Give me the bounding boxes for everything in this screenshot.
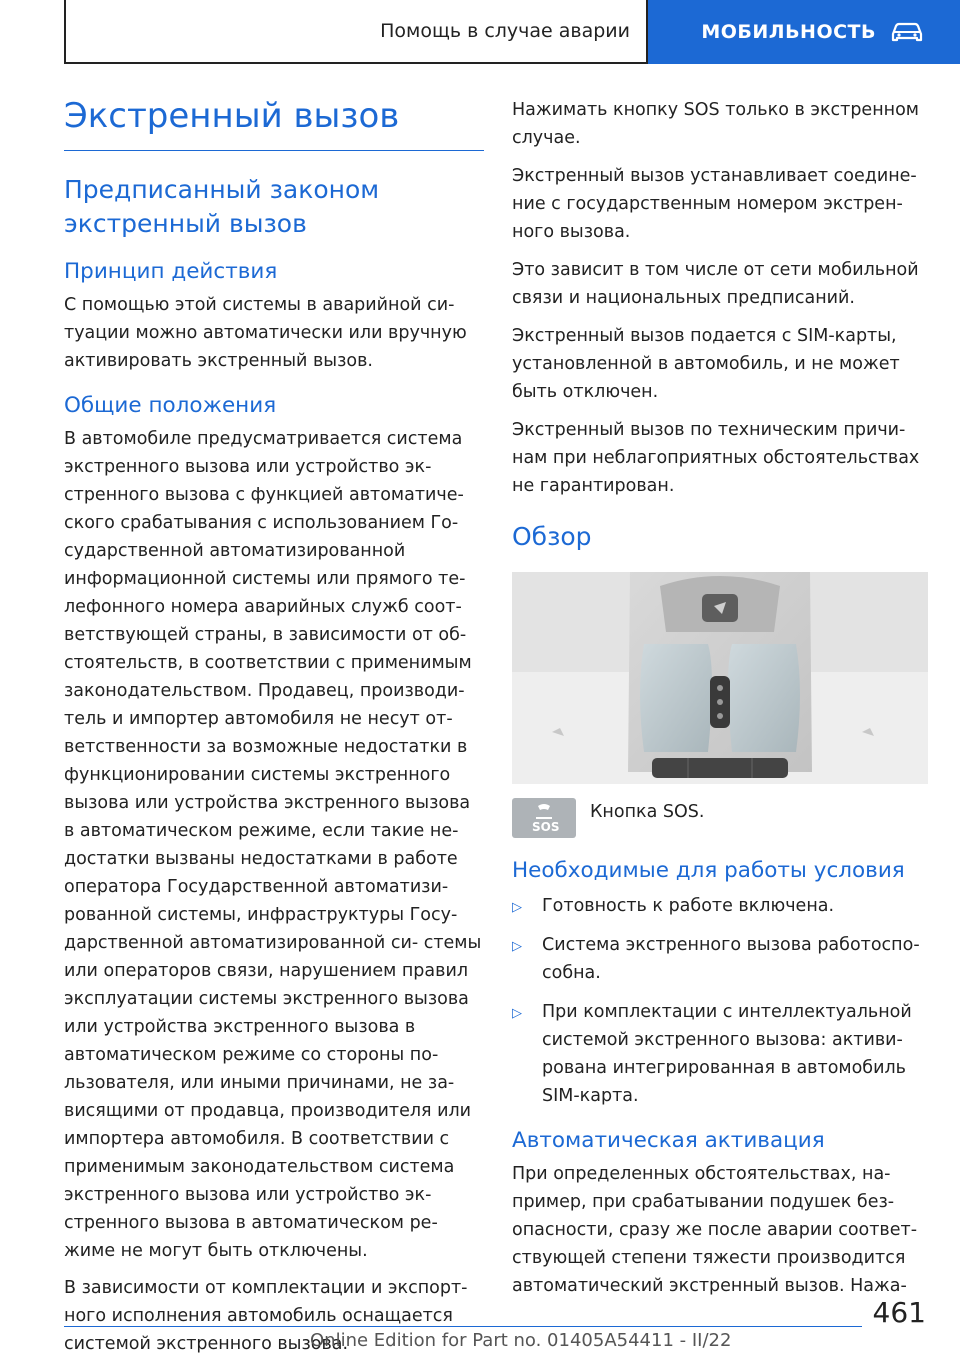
conditions-list <box>512 892 928 1110</box>
page-header <box>64 0 960 64</box>
edition-label: Online Edition for Part no. 01405A54411 - II/22 <box>310 1330 732 1351</box>
chapter-title: МОБИЛЬНОСТЬ <box>701 21 876 43</box>
sos-legend <box>512 798 928 838</box>
auto-activation-text: При определенных обстоятельствах, на- пример, при срабатывании подушек без- опасности, сразу же после аварии соответ- ствующей степени тяжести производится автоматический экстренный вызов. Нажа- <box>512 1164 918 1296</box>
connection-text: Экстренный вызов устанавливает соедине- ние с государственным номером экстрен- ного вызова. <box>512 166 917 242</box>
list-item: ▷ Система экстренного вызова работоспо- собна. <box>512 935 920 983</box>
sim-card-text: Экстренный вызов подается с SIM-карты, установленной в автомобиль, и не может быть отключен. <box>512 326 900 402</box>
right-column <box>512 96 928 1310</box>
list-item: ▷ Готовность к работе включена. <box>512 892 928 920</box>
network-dependency-text: Это зависит в том числе от сети мобильной связи и национальных предписаний. <box>512 260 919 308</box>
heading-auto-activation: Автоматическая активация <box>512 1128 825 1153</box>
left-column <box>64 96 484 1367</box>
page-title: Экстренный вызов <box>64 96 484 151</box>
overhead-console-illustration <box>512 572 928 784</box>
list-item: ▷ При комплектации с интеллектуальной системой экстренного вызова: активи- рована интегрированная в автомобиль SIM-карта. <box>512 1002 912 1106</box>
not-guaranteed-text: Экстренный вызов по техническим причи- нам при неблагоприятных обстоятельствах не гарантирован. <box>512 420 920 496</box>
triangle-bullet-icon: ▷ <box>512 939 522 954</box>
general-text-1: В автомобиле предусматривается система экстренного вызова или устройство эк- стренного вызова с функцией автоматиче- ского срабатывания с использованием Го- сударственной автоматизированной информационной системы или прямого те- лефонного номера аварийных служб соот- ветствующей страны, в зависимости от об- стоятельств, в соответствии с применимым законодательством. Продавец, производи- тель и импортер автомобиля не несут от- ветственности за возможные недостатки в функционировании системы экстренного вызова или устройства экстренного вызова в автоматическом режиме, если такие не- достатки вызваны недостатками в работе оператора Государственной автоматизи- рованной системы, инфраструктуры Госу- дарственной автоматизированной си- стемы или операторов связи, нарушением правил эксплуатации системы экстренного вызова или устройства экстренного вызова в автоматическом режиме со стороны по- льзователя, или иными причинами, не за- висящими от продавца, производителя или импортера автомобиля. В соответствии с применимым законодательством система экстренного вызова или устройство эк- стренного вызова в автоматическом ре- жиме не могут быть отключены. <box>64 429 482 1261</box>
sos-legend-text: Кнопка SOS. <box>590 802 705 822</box>
triangle-bullet-icon: ▷ <box>512 900 522 915</box>
heading-overview: Обзор <box>512 522 592 551</box>
general-text-2: В зависимости от комплектации и экспорт- ного исполнения автомобиль оснащается системой экстренного вызова. <box>64 1278 468 1354</box>
section-title: Помощь в случае аварии <box>64 0 648 64</box>
sos-warning-text: Нажимать кнопку SOS только в экстренном случае. <box>512 100 919 148</box>
section-heading-legal-call: Предписанный законом экстренный вызов <box>64 175 380 238</box>
triangle-bullet-icon: ▷ <box>512 1006 522 1021</box>
principle-text: С помощью этой системы в аварийной си- туации можно автоматически или вручную активировать экстренный вызов. <box>64 295 467 371</box>
chapter-tab[interactable] <box>648 0 960 64</box>
overhead-console-photo <box>512 572 928 784</box>
car-icon <box>890 21 924 43</box>
heading-general: Общие положения <box>64 393 277 418</box>
heading-conditions: Необходимые для работы условия <box>512 858 905 883</box>
sos-button-icon <box>512 798 576 838</box>
sos-badge-label: SOS <box>532 820 560 834</box>
footer-divider <box>64 1326 862 1327</box>
heading-principle: Принцип действия <box>64 259 278 284</box>
page-number: 461 <box>872 1296 926 1329</box>
